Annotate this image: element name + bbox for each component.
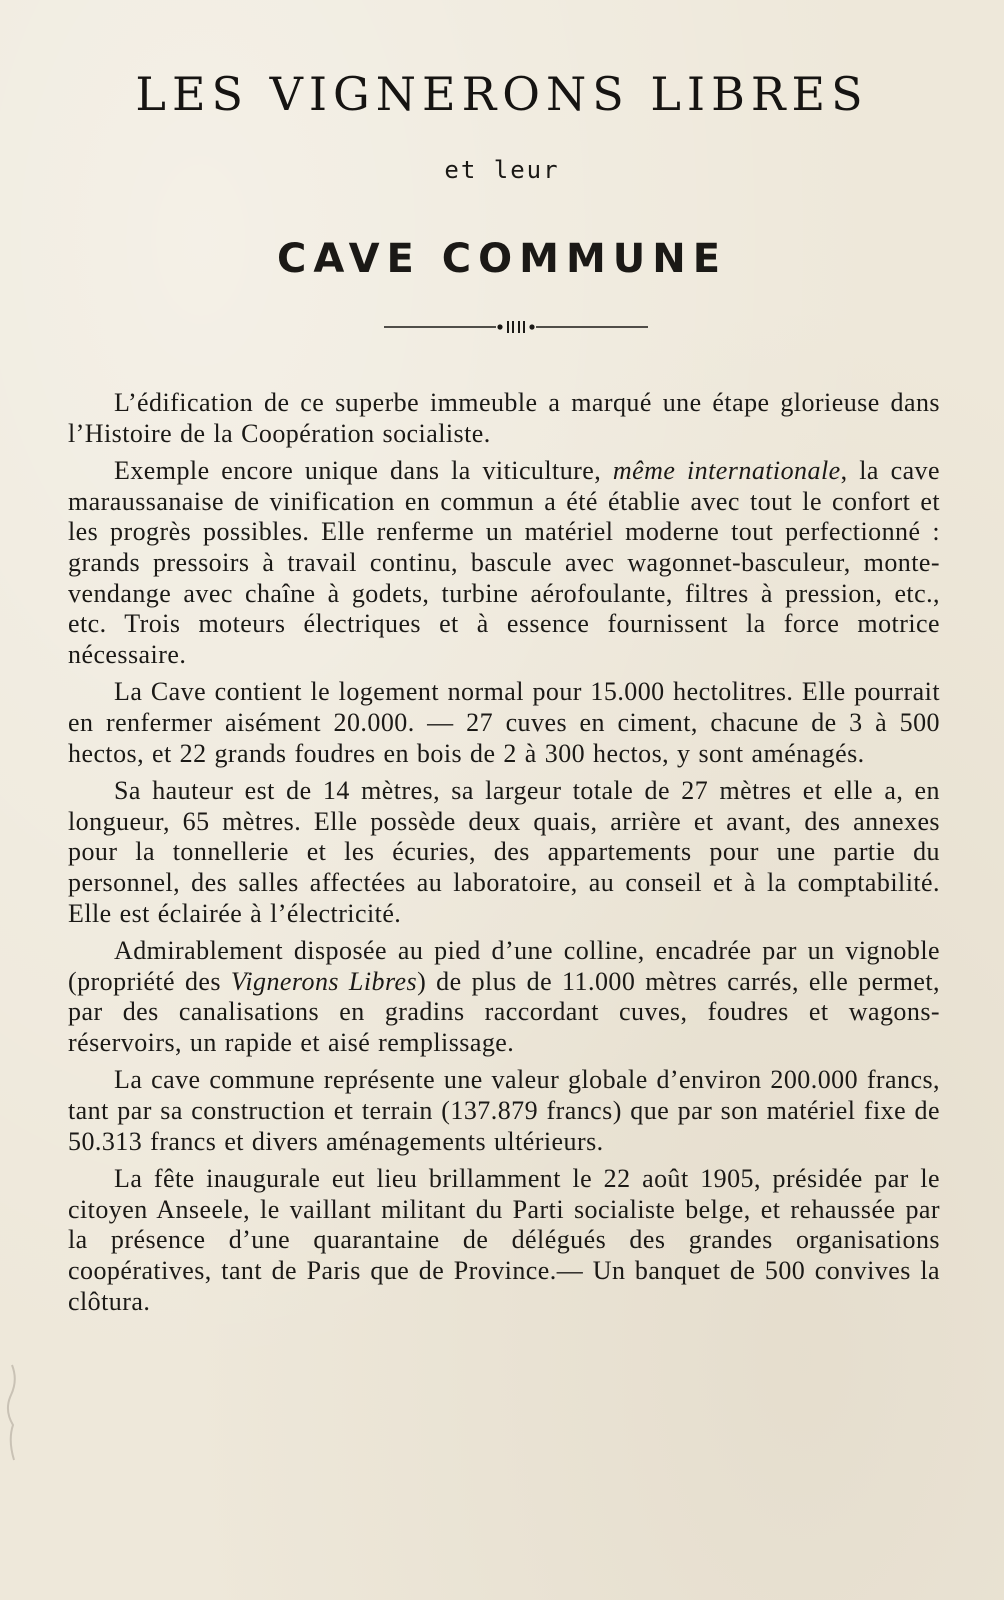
paragraph-text: La cave commune représente une valeur globale d’environ 200.000 francs, tant par sa construction et terrain (137.879 francs) que par son matériel fixe de 50.313 francs et divers aménagements ultérieurs. [68,1065,940,1156]
paragraph-text: ) de plus de 11.000 mètres carrés, elle permet, par des canalisations en gradins raccordant cuves, foudres et wagons-réservoirs, un rapide et aisé remplissage. [68,966,940,1057]
paragraph-text: , la cave maraussanaise de vinification en commun a été établie avec tout le confort et les progrès possibles. Elle renferme un matériel moderne tout perfectionné : grands pressoirs à travail continu, bascule avec wagonnet-basculeur, monte-vendange avec chaîne à godets, turbine aérofoulante, filtres à pression, etc., etc. Trois moteurs électriques et à essence fournissent la force motrice nécessaire. [68,456,940,669]
paragraph-italic-text: Vignerons Libres [230,966,418,996]
paragraph-3 [68,677,940,769]
paragraph-italic-text: même internationale [612,456,841,486]
paragraph-text: Sa hauteur est de 14 mètres, sa largeur totale de 27 mètres et elle a, en longueur, 65 mètres. Elle possède deux quais, arrière et avant, des annexes pour la tonnellerie et les écuries, des appartements pour une partie du personnel, des salles affectées au laboratoire, au conseil et à la comptabilité. Elle est éclairée à l’électricité. [68,776,940,928]
paragraph-6 [68,1065,940,1157]
document-body [68,388,940,1317]
pencil-mark-icon [2,1360,22,1470]
paragraph-2 [68,456,940,670]
paragraph-4 [68,776,940,929]
divider-ornament-icon [384,320,648,334]
paragraph-text: L’édification de ce superbe immeuble a marqué une étape glorieuse dans l’Histoire de la Coopération socialiste. [68,388,940,448]
paragraph-text: Admirablement disposée au pied d’une colline, encadrée par un vignoble (propriété des [68,936,940,996]
paragraph-1 [68,388,940,449]
paragraph-5 [68,936,940,1058]
document-subtitle: et leur [444,156,560,184]
paragraph-text: Exemple encore unique dans la viticulture, [114,456,613,486]
paragraph-7 [68,1164,940,1317]
paragraph-text: La fête inaugurale eut lieu brillamment le 22 août 1905, présidée par le citoyen Anseele, le vaillant militant du Parti socialiste belge, et rehaussée par la présence d’une quarantaine de délégués des grandes organisations coopératives, tant de Paris que de Province.— Un banquet de 500 convives la clôtura. [68,1164,940,1316]
document-title: LES VIGNERONS LIBRES [135,67,869,121]
paragraph-text: La Cave contient le logement normal pour 15.000 hectolitres. Elle pourrait en renfermer aisément 20.000. — 27 cuves en ciment, chacune de 3 à 500 hectos, et 22 grands foudres en bois de 2 à 300 hectos, y sont aménagés. [68,677,940,768]
document-heading: CAVE COMMUNE [276,236,728,282]
